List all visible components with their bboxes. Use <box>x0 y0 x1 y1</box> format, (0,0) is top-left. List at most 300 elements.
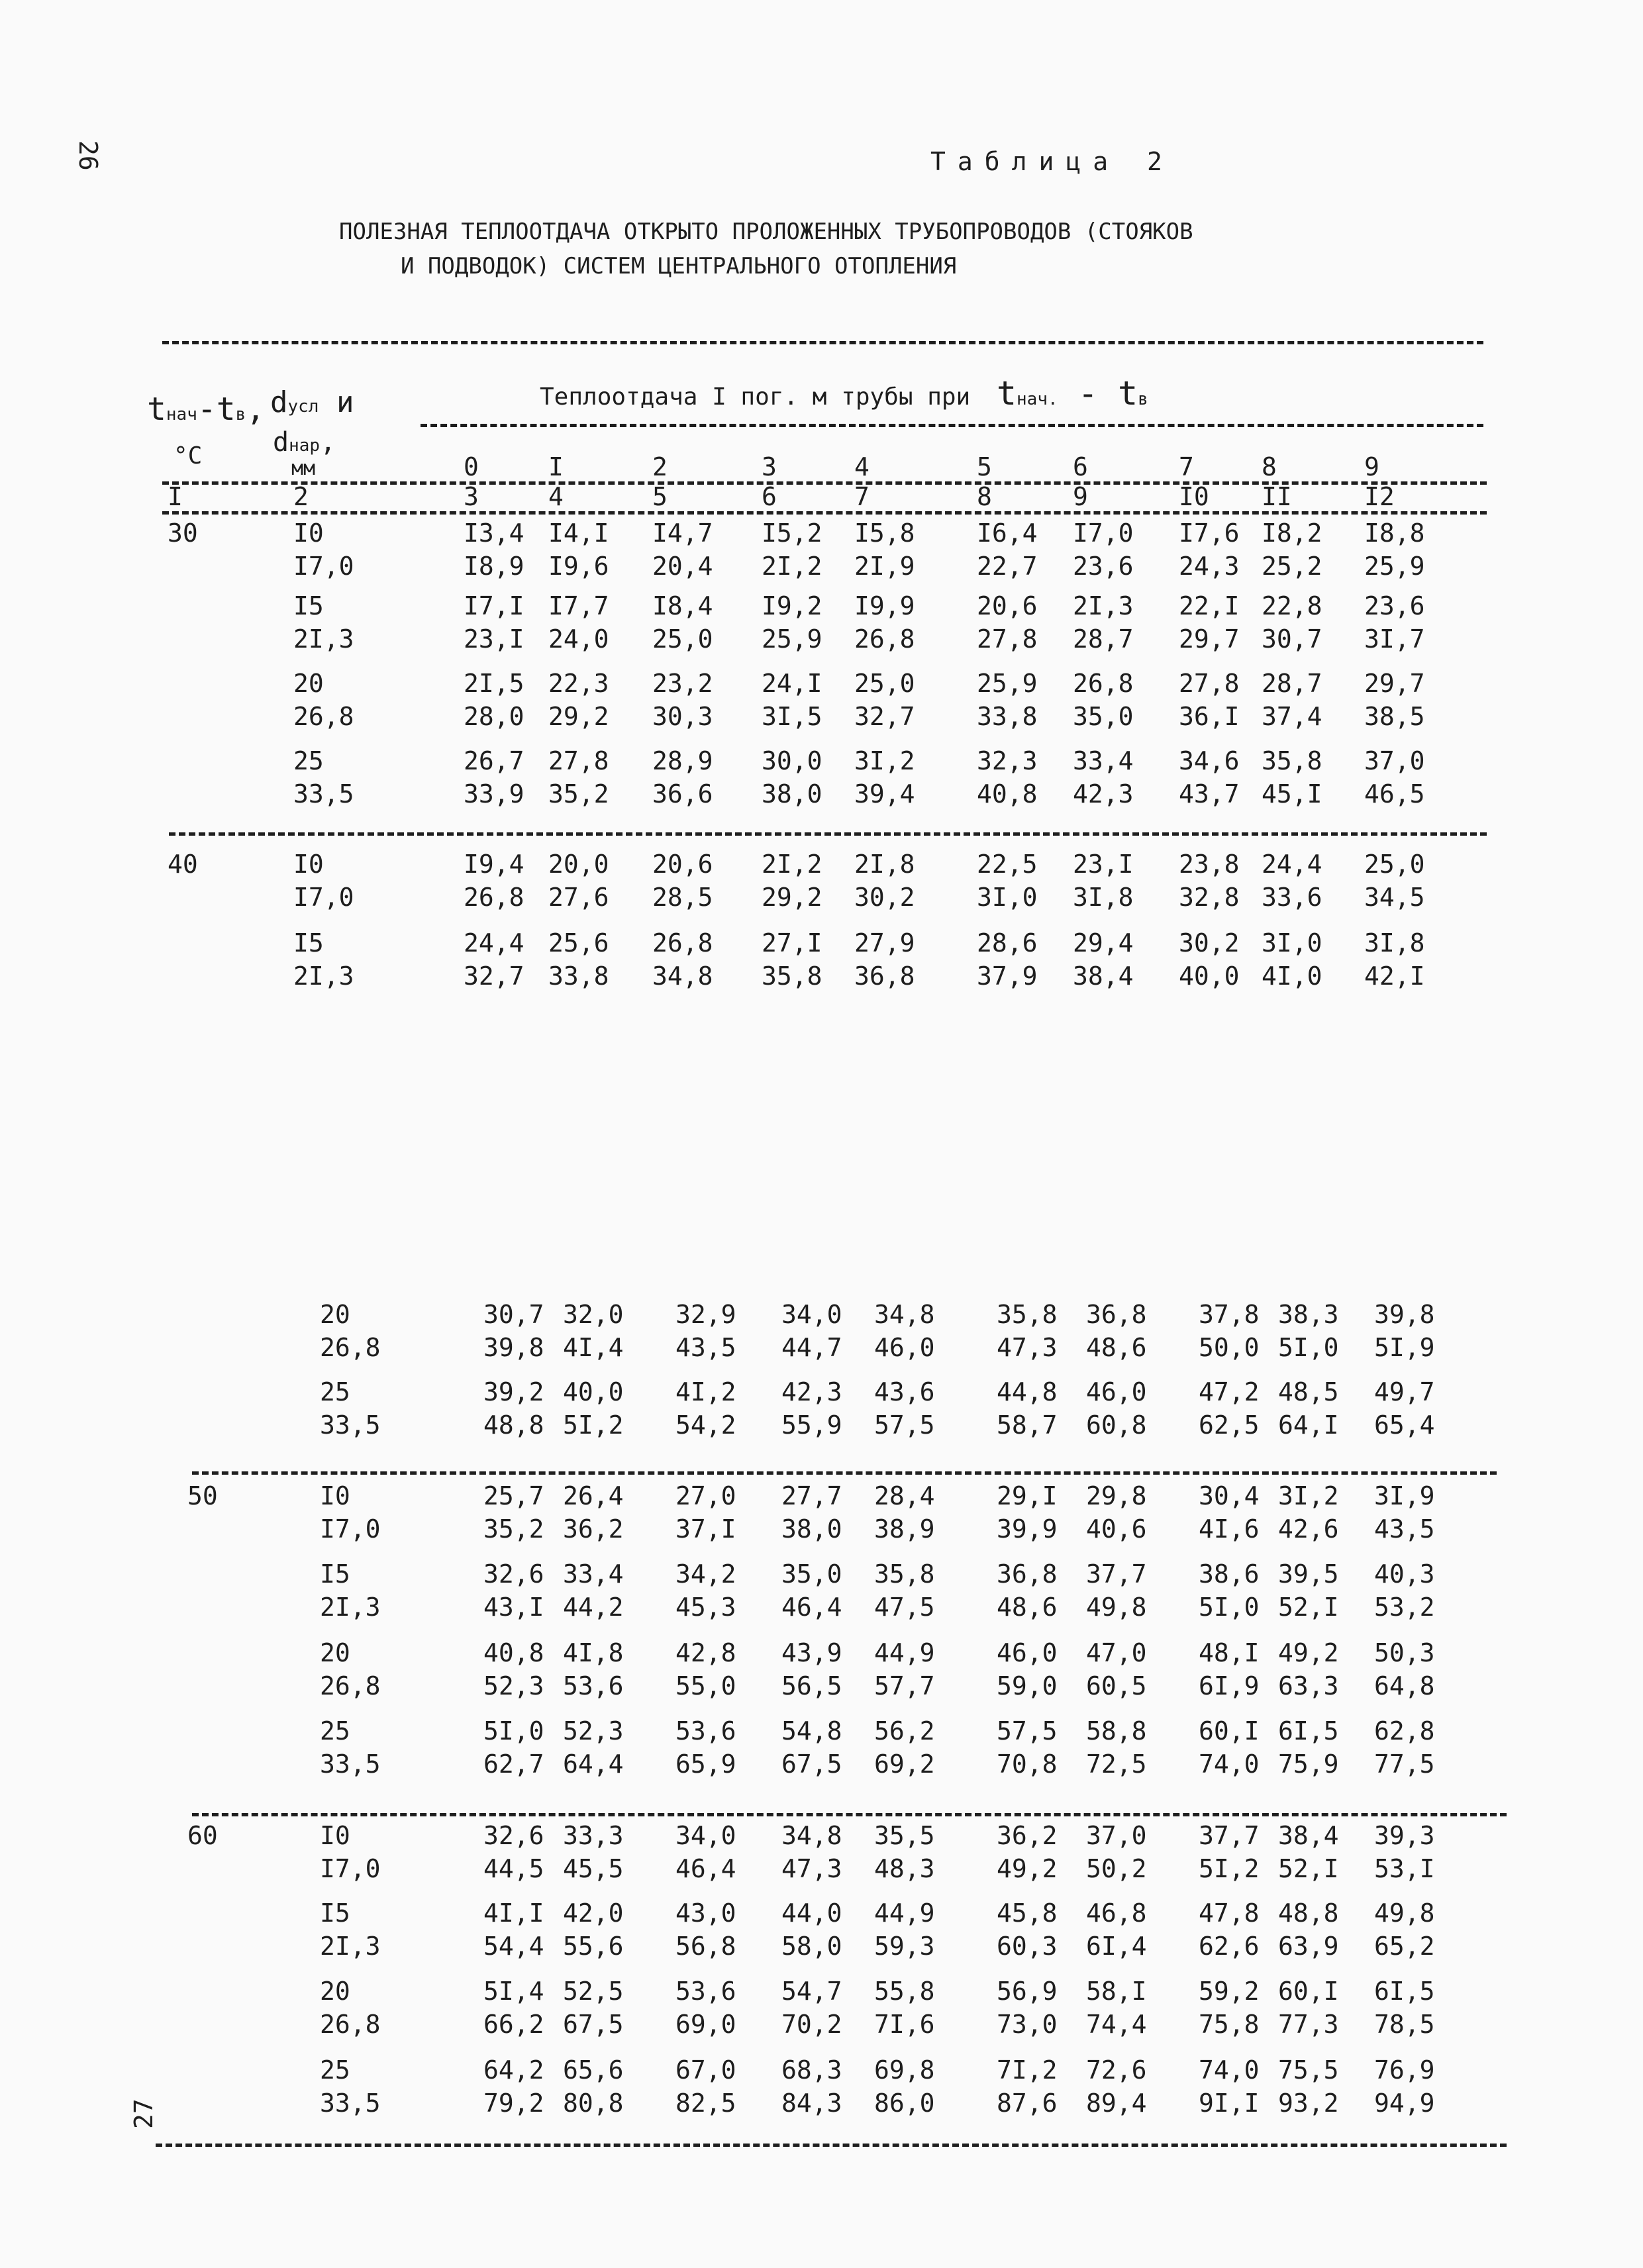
heat-output-value: 20,6 <box>977 591 1038 620</box>
heat-output-value: 94,9 <box>1374 2089 1435 2118</box>
heat-output-value: 64,I <box>1278 1410 1339 1440</box>
heat-output-value: 55,8 <box>874 1977 935 2006</box>
heat-output-value: 30,2 <box>854 883 915 912</box>
heat-output-value: 44,9 <box>874 1638 935 1667</box>
heat-output-value: I9,9 <box>854 591 915 620</box>
heat-output-value: 70,2 <box>781 2010 842 2039</box>
row-pipe-diameter: 26,8 <box>320 2010 381 2039</box>
row-pipe-diameter: 33,5 <box>320 1410 381 1440</box>
heat-output-value: 28,7 <box>1262 669 1322 698</box>
heat-output-value: 5I,0 <box>1199 1593 1260 1622</box>
page-number-bottom: 27 <box>129 2098 158 2129</box>
heat-output-value: 53,6 <box>675 1977 736 2006</box>
heat-output-value: 46,0 <box>874 1333 935 1362</box>
heat-output-value: 45,5 <box>563 1854 624 1883</box>
heat-output-value: 82,5 <box>675 2089 736 2118</box>
heat-output-value: 23,6 <box>1073 552 1134 581</box>
heat-output-value: 7I,2 <box>997 2055 1058 2085</box>
heat-output-value: 48,3 <box>874 1854 935 1883</box>
heat-output-value: I8,2 <box>1262 518 1322 548</box>
heat-output-value: 39,9 <box>997 1514 1058 1544</box>
heat-output-value: 32,7 <box>854 702 915 731</box>
heat-output-value: 50,0 <box>1199 1333 1260 1362</box>
heat-output-value: 65,4 <box>1374 1410 1435 1440</box>
row-pipe-diameter: 26,8 <box>320 1671 381 1701</box>
heat-output-value: 4I,2 <box>675 1377 736 1406</box>
heat-output-value: 44,2 <box>563 1593 624 1622</box>
heat-output-value: I9,2 <box>762 591 822 620</box>
row-pipe-diameter: I7,0 <box>293 883 354 912</box>
heat-output-value: 22,8 <box>1262 591 1322 620</box>
heat-output-value: 28,9 <box>652 746 713 775</box>
row-temperature-difference: 50 <box>187 1481 218 1510</box>
heat-output-value: 29,I <box>997 1481 1058 1510</box>
heat-output-value: 35,0 <box>781 1559 842 1589</box>
heat-output-value: 22,5 <box>977 850 1038 879</box>
heat-output-value: 60,I <box>1278 1977 1339 2006</box>
row-pipe-diameter: 20 <box>320 1300 350 1329</box>
heat-output-value: 67,5 <box>563 2010 624 2039</box>
heat-output-value: 67,0 <box>675 2055 736 2085</box>
heat-output-value: 39,8 <box>1374 1300 1435 1329</box>
header-column-number: 5 <box>652 482 668 511</box>
heat-output-value: 44,9 <box>874 1898 935 1928</box>
heat-output-value: 59,0 <box>997 1671 1058 1701</box>
heat-output-value: 24,3 <box>1179 552 1240 581</box>
heat-output-value: 58,I <box>1086 1977 1147 2006</box>
heat-output-value: 58,7 <box>997 1410 1058 1440</box>
header-column-number: 7 <box>854 482 870 511</box>
heat-output-value: 55,9 <box>781 1410 842 1440</box>
heat-output-value: 49,2 <box>997 1854 1058 1883</box>
row-pipe-diameter: I5 <box>293 591 324 620</box>
row-pipe-diameter: I0 <box>293 518 324 548</box>
heat-output-value: I8,9 <box>464 552 524 581</box>
heat-output-value: 37,4 <box>1262 702 1322 731</box>
header-col2-label-2: dнар, <box>273 427 336 458</box>
heat-output-value: I8,8 <box>1364 518 1425 548</box>
heat-output-value: 4I,8 <box>563 1638 624 1667</box>
heat-output-value: 48,5 <box>1278 1377 1339 1406</box>
heat-output-value: 56,2 <box>874 1716 935 1746</box>
heat-output-value: 39,8 <box>483 1333 544 1362</box>
heat-output-value: 54,7 <box>781 1977 842 2006</box>
row-pipe-diameter: 25 <box>293 746 324 775</box>
heat-output-value: 26,4 <box>563 1481 624 1510</box>
heat-output-value: 20,6 <box>652 850 713 879</box>
heat-output-value: 25,7 <box>483 1481 544 1510</box>
heat-output-value: 42,I <box>1364 961 1425 991</box>
heat-output-value: 4I,4 <box>563 1333 624 1362</box>
heat-output-value: 52,I <box>1278 1854 1339 1883</box>
row-pipe-diameter: 2I,3 <box>293 624 354 654</box>
heat-output-value: 36,8 <box>1086 1300 1147 1329</box>
heat-output-value: 38,6 <box>1199 1559 1260 1589</box>
header-rule-2 <box>162 511 1487 515</box>
heat-output-value: 52,3 <box>563 1716 624 1746</box>
heat-output-value: 58,0 <box>781 1932 842 1961</box>
heat-output-value: 75,5 <box>1278 2055 1339 2085</box>
heat-output-value: 57,5 <box>997 1716 1058 1746</box>
heat-output-value: 47,3 <box>997 1333 1058 1362</box>
heat-output-value: 29,7 <box>1364 669 1425 698</box>
heat-output-value: 77,5 <box>1374 1750 1435 1779</box>
heat-output-value: 75,8 <box>1199 2010 1260 2039</box>
row-pipe-diameter: 26,8 <box>320 1333 381 1362</box>
heat-output-value: 58,8 <box>1086 1716 1147 1746</box>
heat-output-value: 62,6 <box>1199 1932 1260 1961</box>
heat-output-value: 4I,6 <box>1199 1514 1260 1544</box>
heat-output-value: 44,0 <box>781 1898 842 1928</box>
table-label: Таблица 2 <box>930 147 1174 176</box>
heat-output-value: 22,I <box>1179 591 1240 620</box>
heat-output-value: 76,9 <box>1374 2055 1435 2085</box>
heat-output-value: 25,2 <box>1262 552 1322 581</box>
heat-output-value: 34,5 <box>1364 883 1425 912</box>
heat-output-value: 49,2 <box>1278 1638 1339 1667</box>
header-column-number: 2 <box>293 482 309 511</box>
row-temperature-difference: 30 <box>168 518 198 548</box>
heat-output-value: 39,4 <box>854 779 915 809</box>
heat-output-value: 27,0 <box>675 1481 736 1510</box>
heat-output-value: 47,0 <box>1086 1638 1147 1667</box>
heat-output-value: I4,7 <box>652 518 713 548</box>
heat-output-value: 74,4 <box>1086 2010 1147 2039</box>
header-col2-label: dусл и <box>270 385 354 419</box>
heat-output-value: 30,4 <box>1199 1481 1260 1510</box>
heat-output-value: 5I,2 <box>1199 1854 1260 1883</box>
heat-output-value: 59,3 <box>874 1932 935 1961</box>
heat-output-value: I8,4 <box>652 591 713 620</box>
heat-output-value: 28,7 <box>1073 624 1134 654</box>
heat-output-value: 5I,0 <box>1278 1333 1339 1362</box>
heat-output-value: 36,I <box>1179 702 1240 731</box>
heat-output-value: 36,8 <box>997 1559 1058 1589</box>
heat-output-value: 30,7 <box>1262 624 1322 654</box>
heat-output-value: 36,2 <box>563 1514 624 1544</box>
heat-output-value: 39,3 <box>1374 1821 1435 1850</box>
heat-output-value: 53,2 <box>1374 1593 1435 1622</box>
group-separator-30-40 <box>169 832 1487 836</box>
table-title-line-2: И ПОДВОДОК) СИСТЕМ ЦЕНТРАЛЬНОГО ОТОПЛЕНИЯ <box>401 253 957 279</box>
heat-output-value: 79,2 <box>483 2089 544 2118</box>
heat-output-value: 60,8 <box>1086 1410 1147 1440</box>
heat-output-value: 40,0 <box>1179 961 1240 991</box>
row-pipe-diameter: I0 <box>320 1481 350 1510</box>
heat-output-value: 52,3 <box>483 1671 544 1701</box>
header-col1-unit: °C <box>174 442 203 469</box>
heat-output-value: 35,2 <box>483 1514 544 1544</box>
heat-output-value: 25,6 <box>548 928 609 958</box>
heat-output-value: 48,I <box>1199 1638 1260 1667</box>
heat-output-value: 23,I <box>1073 850 1134 879</box>
heat-output-value: I7,I <box>464 591 524 620</box>
row-pipe-diameter: I7,0 <box>320 1854 381 1883</box>
heat-output-value: 60,I <box>1199 1716 1260 1746</box>
heat-output-value: 35,0 <box>1073 702 1134 731</box>
row-pipe-diameter: I0 <box>320 1821 350 1850</box>
heat-output-value: 3I,2 <box>1278 1481 1339 1510</box>
heat-output-value: 22,3 <box>548 669 609 698</box>
heat-output-value: 49,8 <box>1374 1898 1435 1928</box>
heat-output-value: 62,5 <box>1199 1410 1260 1440</box>
heat-output-value: 55,0 <box>675 1671 736 1701</box>
heat-output-value: 32,6 <box>483 1559 544 1589</box>
heat-output-value: 57,7 <box>874 1671 935 1701</box>
heat-output-value: 24,4 <box>464 928 524 958</box>
heat-output-value: 25,0 <box>652 624 713 654</box>
row-pipe-diameter: 33,5 <box>320 1750 381 1779</box>
group-separator-40-50 <box>192 1471 1497 1475</box>
row-pipe-diameter: 25 <box>320 1716 350 1746</box>
heat-output-value: 40,3 <box>1374 1559 1435 1589</box>
heat-output-value: 30,7 <box>483 1300 544 1329</box>
heat-output-value: 30,2 <box>1179 928 1240 958</box>
heat-output-value: I7,7 <box>548 591 609 620</box>
row-pipe-diameter: 26,8 <box>293 702 354 731</box>
heat-output-value: 40,0 <box>563 1377 624 1406</box>
heat-output-value: 84,3 <box>781 2089 842 2118</box>
heat-output-value: 89,4 <box>1086 2089 1147 2118</box>
row-pipe-diameter: I7,0 <box>320 1514 381 1544</box>
header-span-rule <box>421 424 1483 427</box>
heat-output-value: 48,8 <box>1278 1898 1339 1928</box>
heat-output-value: 34,0 <box>675 1821 736 1850</box>
heat-output-value: 23,I <box>464 624 524 654</box>
heat-output-value: 32,6 <box>483 1821 544 1850</box>
heat-output-value: 62,7 <box>483 1750 544 1779</box>
heat-output-value: 3I,2 <box>854 746 915 775</box>
heat-output-value: 72,5 <box>1086 1750 1147 1779</box>
heat-output-value: 37,7 <box>1199 1821 1260 1850</box>
heat-output-value: 32,8 <box>1179 883 1240 912</box>
heat-output-value: 3I,0 <box>977 883 1038 912</box>
row-pipe-diameter: 20 <box>320 1638 350 1667</box>
heat-output-value: 43,I <box>483 1593 544 1622</box>
heat-output-value: 47,3 <box>781 1854 842 1883</box>
heat-output-value: I6,4 <box>977 518 1038 548</box>
heat-output-value: I9,4 <box>464 850 524 879</box>
heat-output-value: 80,8 <box>563 2089 624 2118</box>
heat-output-value: 64,4 <box>563 1750 624 1779</box>
heat-output-value: 35,2 <box>548 779 609 809</box>
heat-output-value: I7,0 <box>1073 518 1134 548</box>
row-pipe-diameter: 20 <box>320 1977 350 2006</box>
heat-output-value: 36,8 <box>854 961 915 991</box>
heat-output-value: 34,2 <box>675 1559 736 1589</box>
heat-output-value: 33,8 <box>548 961 609 991</box>
heat-output-value: 29,2 <box>762 883 822 912</box>
header-tdiff-value: 2 <box>652 452 668 481</box>
heat-output-value: 29,2 <box>548 702 609 731</box>
heat-output-value: 69,0 <box>675 2010 736 2039</box>
heat-output-value: 26,8 <box>464 883 524 912</box>
heat-output-value: 39,5 <box>1278 1559 1339 1589</box>
heat-output-value: 27,8 <box>548 746 609 775</box>
heat-output-value: 50,3 <box>1374 1638 1435 1667</box>
heat-output-value: 43,5 <box>1374 1514 1435 1544</box>
heat-output-value: 74,0 <box>1199 1750 1260 1779</box>
heat-output-value: 42,6 <box>1278 1514 1339 1544</box>
table-bottom-rule <box>156 2144 1507 2147</box>
heat-output-value: 34,8 <box>874 1300 935 1329</box>
heat-output-value: 37,7 <box>1086 1559 1147 1589</box>
heat-output-value: 5I,4 <box>483 1977 544 2006</box>
heat-output-value: I3,4 <box>464 518 524 548</box>
heat-output-value: 24,4 <box>1262 850 1322 879</box>
heat-output-value: 67,5 <box>781 1750 842 1779</box>
heat-output-value: 35,5 <box>874 1821 935 1850</box>
heat-output-value: I5,8 <box>854 518 915 548</box>
row-pipe-diameter: 25 <box>320 1377 350 1406</box>
heat-output-value: 2I,2 <box>762 850 822 879</box>
heat-output-value: 44,8 <box>997 1377 1058 1406</box>
heat-output-value: 40,8 <box>483 1638 544 1667</box>
heat-output-value: 56,8 <box>675 1932 736 1961</box>
heat-output-value: 25,9 <box>977 669 1038 698</box>
heat-output-value: 54,8 <box>781 1716 842 1746</box>
heat-output-value: 37,8 <box>1199 1300 1260 1329</box>
heat-output-value: 3I,9 <box>1374 1481 1435 1510</box>
heat-output-value: I5,2 <box>762 518 822 548</box>
heat-output-value: 37,0 <box>1086 1821 1147 1850</box>
header-top-rule <box>162 341 1483 344</box>
heat-output-value: 45,3 <box>675 1593 736 1622</box>
heat-output-value: 45,I <box>1262 779 1322 809</box>
heat-output-value: 75,9 <box>1278 1750 1339 1779</box>
heat-output-value: 6I,9 <box>1199 1671 1260 1701</box>
heat-output-value: 32,7 <box>464 961 524 991</box>
heat-output-value: 52,I <box>1278 1593 1339 1622</box>
heat-output-value: 38,5 <box>1364 702 1425 731</box>
heat-output-value: 40,8 <box>977 779 1038 809</box>
heat-output-value: 42,3 <box>1073 779 1134 809</box>
heat-output-value: 93,2 <box>1278 2089 1339 2118</box>
heat-output-value: 69,2 <box>874 1750 935 1779</box>
heat-output-value: 35,8 <box>997 1300 1058 1329</box>
heat-output-value: 2I,3 <box>1073 591 1134 620</box>
heat-output-value: 50,2 <box>1086 1854 1147 1883</box>
heat-output-value: 29,7 <box>1179 624 1240 654</box>
heat-output-value: 69,8 <box>874 2055 935 2085</box>
heat-output-value: 33,6 <box>1262 883 1322 912</box>
heat-output-value: 27,9 <box>854 928 915 958</box>
heat-output-value: 38,0 <box>781 1514 842 1544</box>
heat-output-value: 63,3 <box>1278 1671 1339 1701</box>
row-pipe-diameter: 33,5 <box>320 2089 381 2118</box>
heat-output-value: 72,6 <box>1086 2055 1147 2085</box>
header-col2-unit: мм <box>291 457 316 480</box>
heat-output-value: 86,0 <box>874 2089 935 2118</box>
heat-output-value: 27,8 <box>977 624 1038 654</box>
heat-output-value: 3I,8 <box>1073 883 1134 912</box>
header-tdiff-value: 5 <box>977 452 992 481</box>
heat-output-value: 70,8 <box>997 1750 1058 1779</box>
heat-output-value: 36,6 <box>652 779 713 809</box>
page-number-top: 26 <box>74 140 103 171</box>
heat-output-value: 29,4 <box>1073 928 1134 958</box>
heat-output-value: 38,3 <box>1278 1300 1339 1329</box>
heat-output-value: 28,4 <box>874 1481 935 1510</box>
row-pipe-diameter: I5 <box>320 1559 350 1589</box>
heat-output-value: 28,0 <box>464 702 524 731</box>
header-tdiff-value: 0 <box>464 452 479 481</box>
heat-output-value: 35,8 <box>1262 746 1322 775</box>
header-column-number: 8 <box>977 482 992 511</box>
heat-output-value: 32,3 <box>977 746 1038 775</box>
heat-output-value: 2I,8 <box>854 850 915 879</box>
heat-output-value: 77,3 <box>1278 2010 1339 2039</box>
heat-output-value: 87,6 <box>997 2089 1058 2118</box>
heat-output-value: 26,8 <box>1073 669 1134 698</box>
heat-output-value: 33,8 <box>977 702 1038 731</box>
heat-output-value: 29,8 <box>1086 1481 1147 1510</box>
heat-output-value: 28,6 <box>977 928 1038 958</box>
heat-output-value: 56,9 <box>997 1977 1058 2006</box>
heat-output-value: 56,5 <box>781 1671 842 1701</box>
row-pipe-diameter: 20 <box>293 669 324 698</box>
heat-output-value: 25,9 <box>1364 552 1425 581</box>
heat-output-value: 64,8 <box>1374 1671 1435 1701</box>
heat-output-value: 43,9 <box>781 1638 842 1667</box>
heat-output-value: 7I,6 <box>874 2010 935 2039</box>
row-pipe-diameter: I5 <box>293 928 324 958</box>
heat-output-value: 34,8 <box>781 1821 842 1850</box>
heat-output-value: 3I,8 <box>1364 928 1425 958</box>
heat-output-value: 20,4 <box>652 552 713 581</box>
heat-output-value: 23,8 <box>1179 850 1240 879</box>
heat-output-value: 38,4 <box>1073 961 1134 991</box>
heat-output-value: 35,8 <box>874 1559 935 1589</box>
header-tdiff-value: 3 <box>762 452 777 481</box>
header-tdiff-value: 7 <box>1179 452 1194 481</box>
heat-output-value: 46,4 <box>675 1854 736 1883</box>
heat-output-value: 30,3 <box>652 702 713 731</box>
heat-output-value: 27,6 <box>548 883 609 912</box>
heat-output-value: 5I,9 <box>1374 1333 1435 1362</box>
heat-output-value: 64,2 <box>483 2055 544 2085</box>
heat-output-value: 54,4 <box>483 1932 544 1961</box>
heat-output-value: 5I,0 <box>483 1716 544 1746</box>
row-pipe-diameter: I7,0 <box>293 552 354 581</box>
header-column-number: I2 <box>1364 482 1395 511</box>
header-column-number: 9 <box>1073 482 1088 511</box>
heat-output-value: 37,0 <box>1364 746 1425 775</box>
heat-output-value: 23,6 <box>1364 591 1425 620</box>
heat-output-value: 22,7 <box>977 552 1038 581</box>
heat-output-value: 34,0 <box>781 1300 842 1329</box>
heat-output-value: 27,7 <box>781 1481 842 1510</box>
heat-output-value: 2I,5 <box>464 669 524 698</box>
heat-output-value: 43,5 <box>675 1333 736 1362</box>
heat-output-value: 24,0 <box>548 624 609 654</box>
heat-output-value: 5I,2 <box>563 1410 624 1440</box>
heat-output-value: 25,0 <box>1364 850 1425 879</box>
heat-output-value: 46,0 <box>997 1638 1058 1667</box>
heat-output-value: 34,8 <box>652 961 713 991</box>
heat-output-value: 20,0 <box>548 850 609 879</box>
heat-output-value: 26,8 <box>854 624 915 654</box>
row-pipe-diameter: 2I,3 <box>320 1932 381 1961</box>
heat-output-value: 6I,4 <box>1086 1932 1147 1961</box>
heat-output-value: 37,I <box>675 1514 736 1544</box>
heat-output-value: 46,8 <box>1086 1898 1147 1928</box>
header-tdiff-value: I <box>548 452 564 481</box>
row-pipe-diameter: 2I,3 <box>320 1593 381 1622</box>
row-temperature-difference: 40 <box>168 850 198 879</box>
heat-output-value: 38,4 <box>1278 1821 1339 1850</box>
header-col1-label: tнач-tв, <box>147 391 266 428</box>
